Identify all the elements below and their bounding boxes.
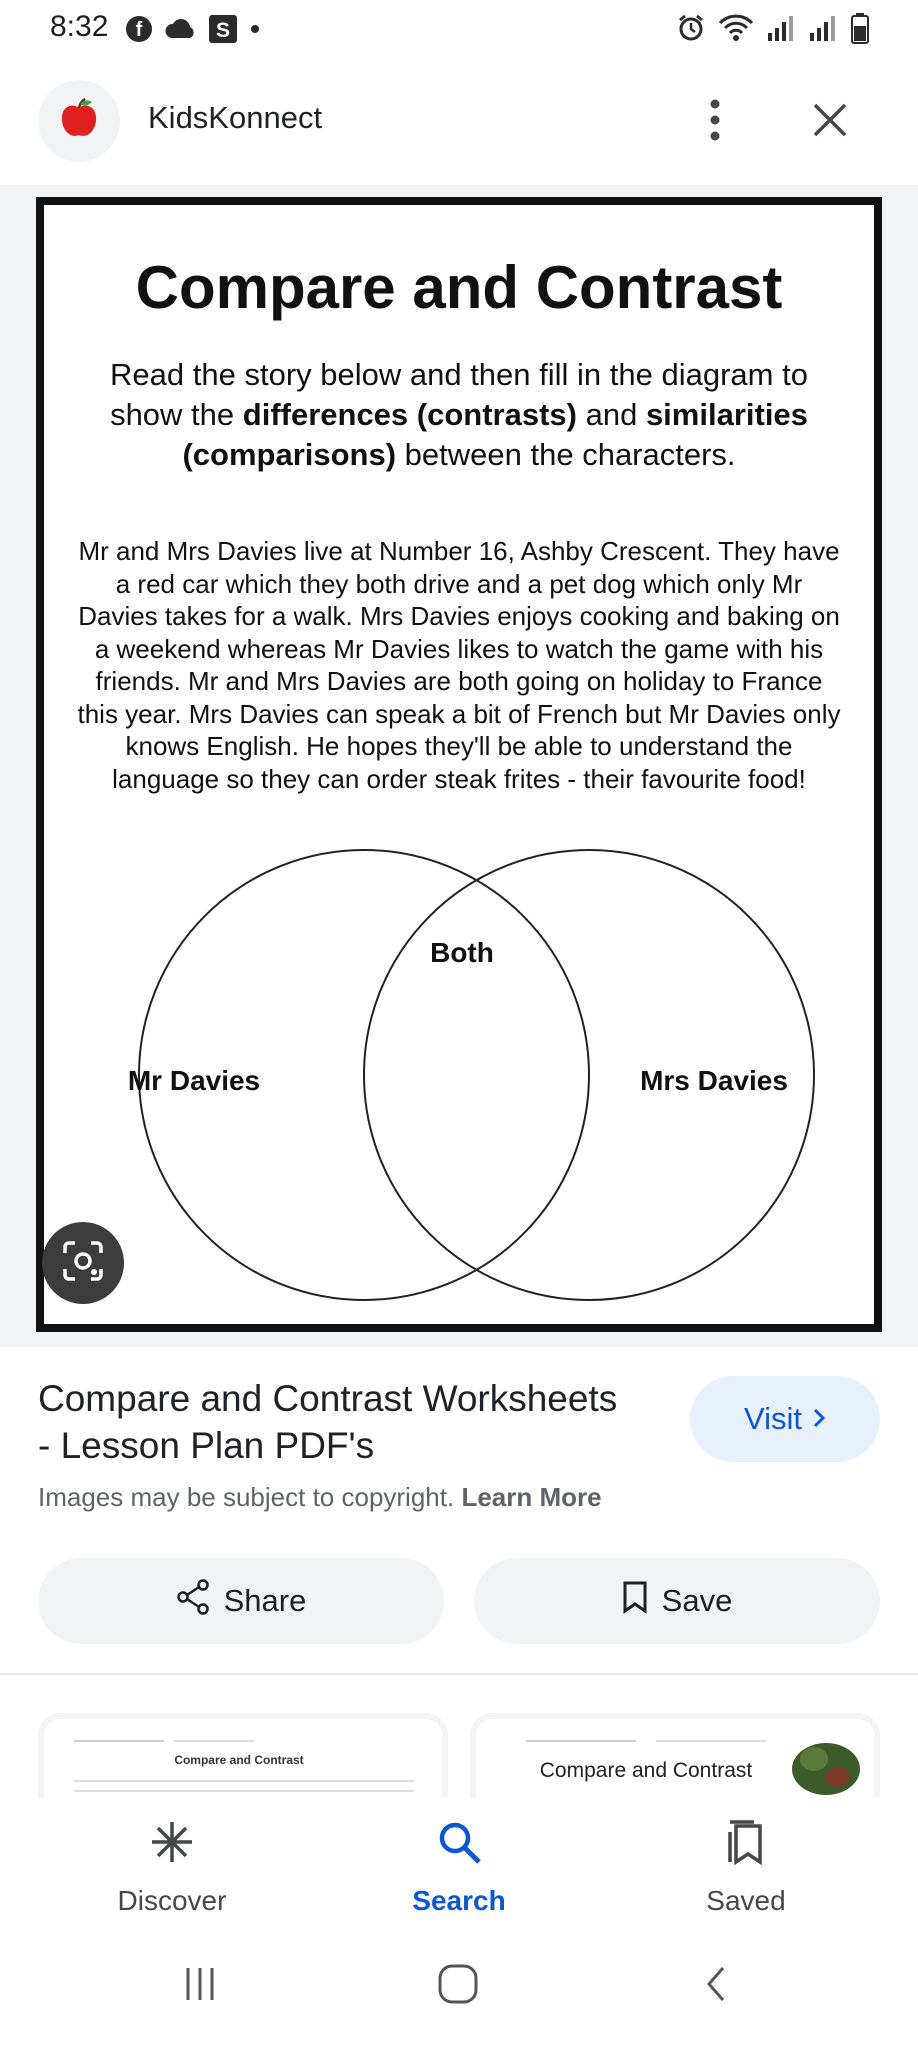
home-icon bbox=[437, 1963, 479, 2010]
recent-apps-button[interactable] bbox=[160, 1956, 240, 2016]
worksheet-instructions bbox=[84, 355, 834, 475]
visit-label: Visit bbox=[743, 1401, 802, 1436]
result-title[interactable]: Compare and Contrast Worksheets - Lesson Plan PDF's bbox=[38, 1378, 618, 1466]
signal-icon bbox=[808, 13, 838, 48]
worksheet-story: Mr and Mrs Davies live at Number 16, Ashby Crescent. They have a red car which they both drive and a pet dog which only Mr Davies takes for a walk. Mrs Davies enjoys cooking and baking on a weekend whereas Mr Davies likes to watch the game with his friends. Mr and Mrs Davies are both going on holiday to France this year. Mrs Davies can speak a bit of French but Mr Davies only knows English. He hopes they'll be able to understand the language so they can order steak frites - their favourite food! bbox=[77, 536, 841, 794]
apple-icon bbox=[56, 96, 102, 147]
dot-icon bbox=[248, 22, 262, 41]
nav-label: Discover bbox=[117, 1885, 227, 1916]
divider bbox=[0, 1673, 918, 1675]
result-header bbox=[0, 80, 918, 190]
home-button[interactable] bbox=[418, 1956, 498, 2016]
nav-saved[interactable] bbox=[626, 1818, 866, 1928]
back-icon bbox=[701, 1964, 731, 2009]
facebook-icon bbox=[124, 14, 154, 49]
search-icon bbox=[435, 1818, 483, 1871]
system-navigation-bar bbox=[0, 1946, 918, 2026]
instructions-text: and bbox=[576, 397, 646, 432]
venn-label-mr-davies: Mr Davies bbox=[127, 1065, 261, 1096]
svg-text:S: S bbox=[215, 19, 231, 42]
save-label: Save bbox=[661, 1583, 733, 1618]
thumbnail-title: Compare and Contrast bbox=[539, 1759, 753, 1782]
google-lens-icon bbox=[61, 1239, 105, 1288]
more-options-button[interactable] bbox=[690, 94, 740, 150]
chevron-right-icon bbox=[812, 1401, 826, 1437]
back-button[interactable] bbox=[676, 1956, 756, 2016]
status-icons-left bbox=[124, 14, 262, 49]
venn-label-both: Both bbox=[430, 937, 494, 968]
bookmark-icon bbox=[622, 1580, 648, 1622]
battery-icon bbox=[850, 12, 870, 49]
learn-more-link[interactable]: Learn More bbox=[461, 1482, 602, 1512]
nav-discover[interactable] bbox=[52, 1818, 292, 1928]
recent-apps-icon bbox=[180, 1964, 220, 2009]
nav-label: Search bbox=[412, 1885, 506, 1916]
lens-button[interactable] bbox=[42, 1222, 124, 1304]
copyright-text: Images may be subject to copyright. bbox=[38, 1482, 455, 1512]
asterisk-icon bbox=[148, 1818, 196, 1871]
site-avatar[interactable] bbox=[38, 80, 120, 162]
share-icon bbox=[176, 1579, 210, 1623]
status-icons-right bbox=[676, 12, 870, 49]
close-icon bbox=[812, 102, 848, 143]
instructions-bold-similarities: similarities (comparisons) bbox=[182, 397, 808, 472]
venn-label-mrs-davies: Mrs Davies bbox=[640, 1065, 788, 1096]
status-time: 8:32 bbox=[50, 10, 109, 43]
share-label: Share bbox=[223, 1583, 307, 1618]
instructions-bold-differences: differences (contrasts) bbox=[242, 397, 577, 432]
status-bar bbox=[0, 0, 918, 60]
save-button[interactable] bbox=[474, 1558, 880, 1644]
svg-text:f: f bbox=[135, 19, 143, 41]
close-button[interactable] bbox=[800, 94, 860, 150]
nav-label: Saved bbox=[706, 1885, 786, 1916]
wifi-icon bbox=[718, 13, 754, 48]
instructions-text: between the characters. bbox=[396, 437, 736, 472]
nav-search[interactable] bbox=[339, 1818, 579, 1928]
worksheet-image bbox=[36, 197, 882, 1332]
share-button[interactable] bbox=[38, 1558, 444, 1644]
s-app-icon bbox=[208, 14, 238, 49]
image-preview[interactable] bbox=[0, 185, 918, 1347]
site-name[interactable]: KidsKonnect bbox=[148, 100, 323, 135]
cloud-icon bbox=[164, 16, 198, 47]
instructions-text: Read the story below and then fill in the diagram to show the bbox=[110, 357, 808, 432]
venn-diagram bbox=[44, 845, 874, 1305]
thumbnail-title: Compare and Contrast bbox=[174, 1753, 304, 1767]
signal-icon bbox=[766, 13, 796, 48]
visit-button[interactable] bbox=[690, 1376, 880, 1462]
more-vert-icon bbox=[709, 98, 721, 147]
collections-icon bbox=[722, 1818, 770, 1871]
alarm-icon bbox=[676, 13, 706, 48]
plant-illustration bbox=[792, 1743, 860, 1795]
bottom-navigation bbox=[0, 1798, 918, 2048]
worksheet-title: Compare and Contrast bbox=[135, 254, 783, 321]
copyright-notice bbox=[38, 1482, 602, 1513]
